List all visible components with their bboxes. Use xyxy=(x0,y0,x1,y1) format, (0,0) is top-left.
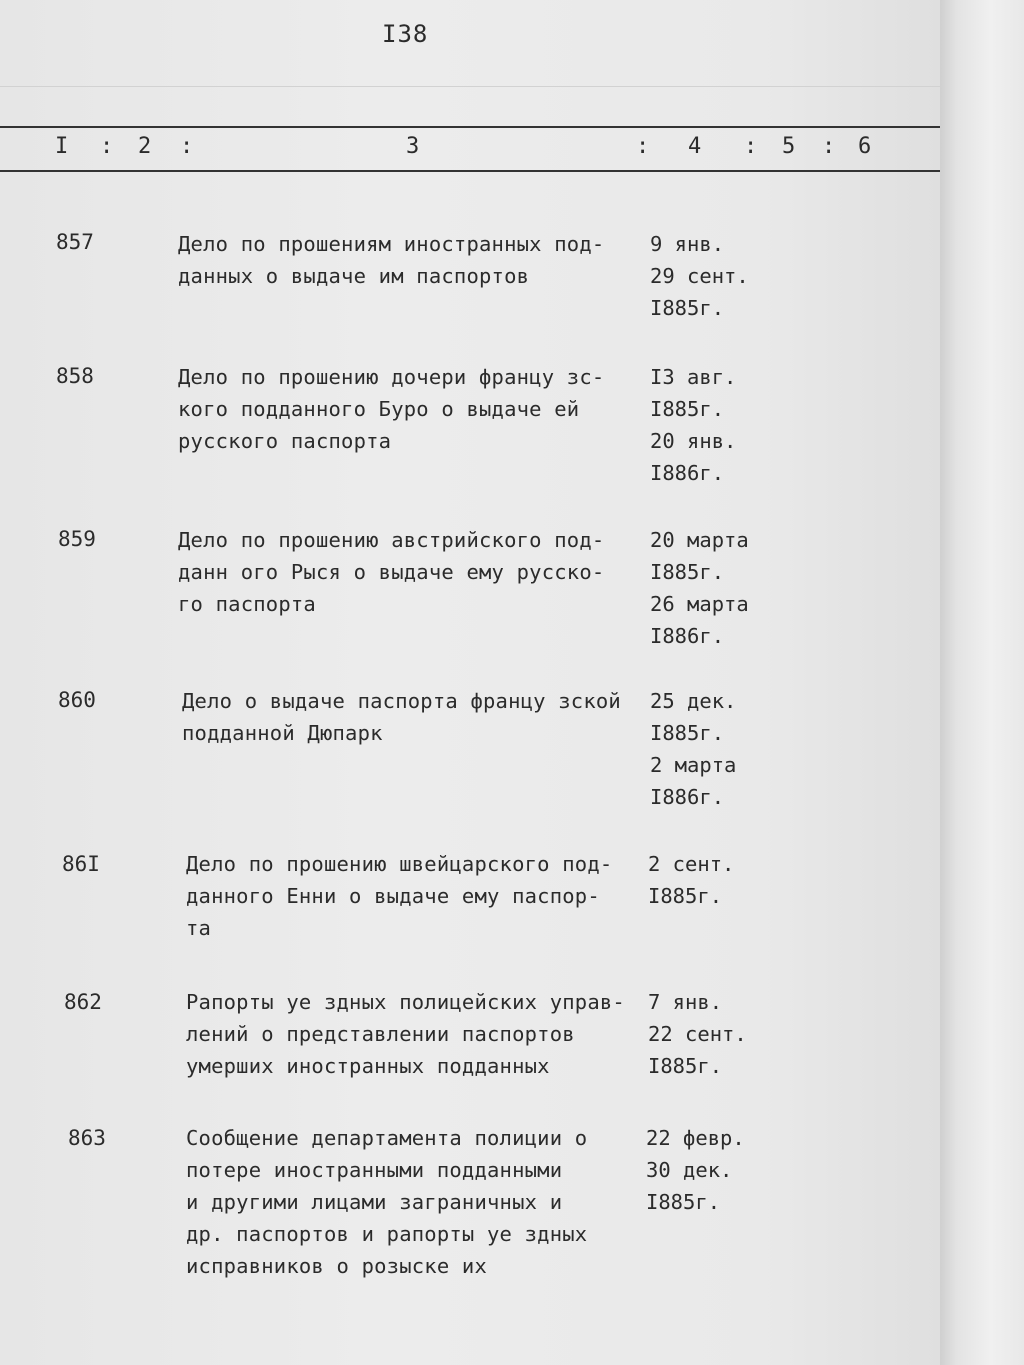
entry-number: 857 xyxy=(56,230,94,254)
bleed-through-line xyxy=(0,86,940,87)
entry-number: 860 xyxy=(58,688,96,712)
entry-dates: 25 дек. I885г. 2 марта I886г. xyxy=(650,689,737,809)
entry-dates: 2 сент. I885г. xyxy=(648,852,735,908)
column-separator: : xyxy=(180,134,194,159)
column-separator: : xyxy=(100,134,114,159)
entry-dates: 7 янв. 22 сент. I885г. xyxy=(648,990,747,1078)
column-header-3: 3 xyxy=(406,134,420,159)
entry-title: Дело по прошениям иностранных под- данных о выдаче им паспортов xyxy=(178,232,605,288)
column-header-1: I xyxy=(55,134,69,159)
column-header-5: 5 xyxy=(782,134,796,159)
column-header-4: 4 xyxy=(688,134,702,159)
entry-number: 862 xyxy=(64,990,102,1014)
entry-title: Дело о выдаче паспорта францу зской подданной Дюпарк xyxy=(182,689,621,745)
entry-dates: 9 янв. 29 сент. I885г. xyxy=(650,232,749,320)
header-rule-bottom xyxy=(0,170,940,172)
entry-number: 863 xyxy=(68,1126,106,1150)
entry-number: 86I xyxy=(62,852,100,876)
column-separator: : xyxy=(822,134,836,159)
entry-dates: 20 марта I885г. 26 марта I886г. xyxy=(650,528,749,648)
entry-title: Дело по прошению швейцарского под- данного Енни о выдаче ему паспор- та xyxy=(186,852,613,940)
entry-title: Дело по прошению австрийского под- данн ого Рыся о выдаче ему русско- го паспорта xyxy=(178,528,605,616)
entry-title: Дело по прошению дочери францу зс- кого подданного Буро о выдаче ей русского паспорта xyxy=(178,365,605,453)
entry-dates: I3 авг. I885г. 20 янв. I886г. xyxy=(650,365,737,485)
column-separator: : xyxy=(744,134,758,159)
entry-dates: 22 февр. 30 дек. I885г. xyxy=(646,1126,745,1214)
entry-number: 859 xyxy=(58,527,96,551)
entry-title: Сообщение департамента полиции о потере иностранными подданными и другими лицами заграничных и др. паспортов и рапорты уе здных исправников о розыске их xyxy=(186,1126,588,1278)
entry-title: Рапорты уе здных полицейских управ- лений о представлении паспортов умерших иностранных подданных xyxy=(186,990,625,1078)
entry-number: 858 xyxy=(56,364,94,388)
column-header-2: 2 xyxy=(138,134,152,159)
column-header-6: 6 xyxy=(858,134,872,159)
header-rule-top xyxy=(0,126,940,128)
column-separator: : xyxy=(636,134,650,159)
page-number: I38 xyxy=(382,20,429,48)
page-edge xyxy=(940,0,1024,1365)
